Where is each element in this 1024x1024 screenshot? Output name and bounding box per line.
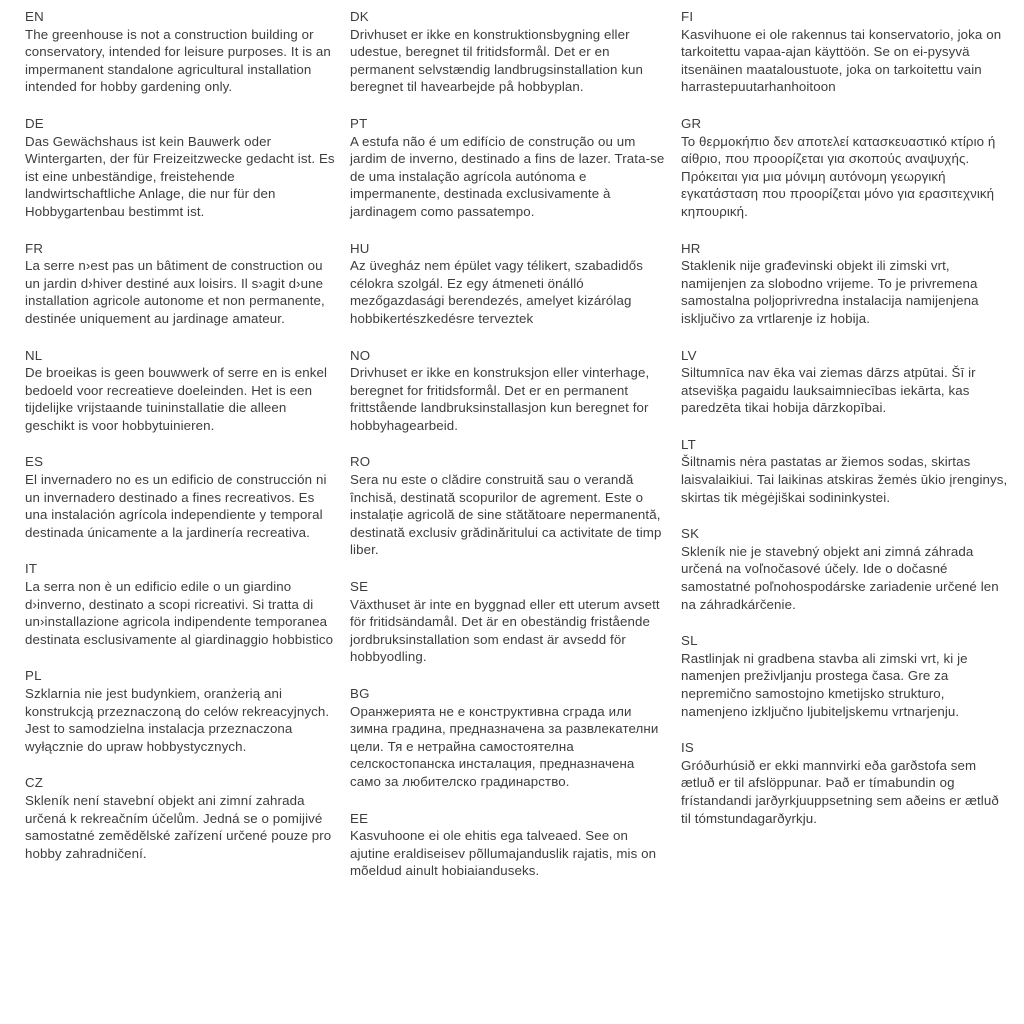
- text-column: [681, 8, 1011, 899]
- language-code: PL: [25, 668, 42, 684]
- language-block: [25, 240, 337, 328]
- language-text: Das Gewächshaus ist kein Bauwerk oder Wintergarten, der für Freizeitzwecke gedacht ist. Es ist eine unbeständige, freistehende landwirtschaftliche Anlage, die nur für den Hobbygartenbau bestimmt ist.: [25, 133, 335, 219]
- text-column: [25, 8, 337, 899]
- language-text: Το θερμοκήπιο δεν αποτελεί κατασκευαστικό κτίριο ή αίθριο, που προορίζεται για σκοπούς αναψυχής. Πρόκειται για μια μόνιμη αυτόνομη γεωργική εγκατάσταση που προορίζεται μόνο για ερασιτεχνική κηπουρική.: [681, 133, 996, 219]
- language-block: [350, 347, 668, 435]
- language-block: [25, 774, 337, 862]
- language-block: [681, 525, 1011, 613]
- language-code: IS: [681, 740, 694, 756]
- language-code: BG: [350, 686, 370, 701]
- language-block: [681, 347, 1011, 417]
- language-block: [681, 739, 1011, 827]
- language-text: Drivhuset er ikke en konstruksjon eller vinterhage, beregnet for fritidsformål. Det er en permanent frittstående landbruksinstallasjon kun beregnet for hobbyhagearbeid.: [350, 365, 650, 433]
- language-text: El invernadero no es un edificio de construcción ni un invernadero destinado a fines recreativos. Es una instalación agrícola independiente y temporal destinada únicamente a la jardinería recreativa.: [25, 472, 327, 540]
- language-text: Gróðurhúsið er ekki mannvirki eða garðstofa sem ætluð er til afslöppunar. Það er tímabundin og frístandandi jarðyrkjuuppsetning sem aðeins er ætluð til tómstundagarðyrkju.: [681, 757, 999, 826]
- language-block: [25, 667, 337, 755]
- language-code: IT: [25, 561, 38, 577]
- language-block: [681, 240, 1011, 328]
- language-text: Skleník není stavební objekt ani zimní zahrada určená k rekreačním účelům. Jedná se o pomijivé samostatné zemědělské zařízení určené pouze pro hobby zahradničení.: [25, 792, 332, 861]
- language-block: [25, 453, 337, 541]
- language-text: Skleník nie je stavebný objekt ani zimná záhrada určená na voľnočasové účely. Ide o dočasné samostatné poľnohospodárske zariadenie určené len na záhradkárčenie.: [681, 543, 999, 612]
- language-block: [350, 8, 668, 96]
- language-text: Szklarnia nie jest budynkiem, oranżerią ani konstrukcją przeznaczoną do celów rekreacyjnych. Jest to samodzielna instalacja przeznaczona wyłącznie do upraw hobbystycznych.: [25, 686, 330, 754]
- language-block: [681, 8, 1011, 96]
- language-code: HU: [350, 240, 370, 256]
- language-code: DK: [350, 9, 369, 24]
- language-code: NO: [350, 347, 371, 363]
- language-text: Kasvuhoone ei ole ehitis ega talveaed. See on ajutine eraldiseisev põllumajanduslik rajatis, mis on mõeldud ainult hobiaianduseks.: [350, 828, 657, 879]
- language-block: [350, 115, 668, 221]
- language-code: RO: [350, 454, 371, 470]
- language-text: La serra non è un edificio edile o un giardino d›inverno, destinato a scopi ricreativi. Si tratta di un›installazione agricola indipendente temporanea destinata esclusivamente al giardinaggio hobbistico: [25, 579, 334, 647]
- language-code: SE: [350, 579, 369, 595]
- language-code: DE: [25, 115, 44, 131]
- language-code: PT: [350, 115, 368, 131]
- language-block: [681, 632, 1011, 720]
- language-code: HR: [681, 240, 701, 256]
- language-block: [25, 8, 337, 96]
- language-text: The greenhouse is not a construction building or conservatory, intended for leisure purposes. It is an impermanent standalone agricultural installation intended for hobby gardening only.: [25, 26, 331, 95]
- language-block: [681, 436, 1011, 506]
- language-text: Staklenik nije građevinski objekt ili zimski vrt, namijenjen za slobodno vrijeme. To je privremena samostalna poljoprivredna instalacija namijenjena isključivo za vrtlarenje iz hobija.: [681, 258, 979, 326]
- language-code: LV: [681, 347, 697, 363]
- language-text: Rastlinjak ni gradbena stavba ali zimski vrt, ki je namenjen preživljanju prostega časa. Gre za nepremično samostojno kmetijsko strukturo, namenjeno izključno ljubiteljskemu vrtnarjenju.: [681, 650, 968, 719]
- language-block: [350, 240, 668, 328]
- language-code: FI: [681, 9, 694, 24]
- language-code: ES: [25, 454, 44, 470]
- language-text: Kasvihuone ei ole rakennus tai konservatorio, joka on tarkoitettu vapaa-ajan käyttöön. Se on ei-pysyvä itsenäinen maataloustuote, joka on tarkoitettu vain harrastepuutarhanhoitoon: [681, 26, 1002, 95]
- language-block: [350, 578, 668, 666]
- language-text: Sera nu este o clădire construită sau o verandă închisă, destinată scopurilor de agrement. Este o instalație agricolă de sine stătătoare nepermanentă, destinată exclusiv grădinăritului ca activitate de timp liber.: [350, 472, 662, 558]
- language-text: A estufa não é um edifício de construção ou um jardim de inverno, destinado a fins de lazer. Trata-se de uma instalação agrícola autónoma e impermanente, destinada exclusivamente à jardinagem como passatempo.: [350, 133, 665, 219]
- language-block: [25, 347, 337, 435]
- language-code: EE: [350, 810, 369, 826]
- language-code: LT: [681, 436, 696, 452]
- language-text: Drivhuset er ikke en konstruktionsbygning eller udestue, beregnet til fritidsformål. Det er en permanent selvstændig landbrugsinstallation kun beregnet til havearbejde på hobbyplan.: [350, 26, 643, 95]
- language-block: [681, 115, 1011, 221]
- language-block: [25, 115, 337, 221]
- language-code: SK: [681, 526, 700, 542]
- language-text: La serre n›est pas un bâtiment de construction ou un jardin d›hiver destiné aux loisirs. Il s›agit d›une installation agricole autonome et non permanente, destinée uniquement au jardinage amateur.: [25, 258, 325, 326]
- language-code: NL: [25, 347, 43, 363]
- language-text: Оранжерията не е конструктивна сграда или зимна градина, предназначена за развлекателни цели. Тя е нетрайна самостоятелна селскостопанска инсталация, предназначена само за любителско градинарство.: [350, 703, 659, 789]
- language-text: Az üvegház nem épület vagy télikert, szabadidős célokra szolgál. Ez egy átmeneti önálló mezőgazdasági berendezés, amelyet kizárólag hobbikertészkedésre terveztek: [350, 258, 643, 326]
- language-code: CZ: [25, 775, 44, 791]
- language-block: [350, 453, 668, 559]
- language-text: De broeikas is geen bouwwerk of serre en is enkel bedoeld voor recreatieve doeleinden. Het is een tijdelijke vrijstaande tuininstallatie die alleen geschikt is voor hobbytuinieren.: [25, 365, 328, 433]
- language-code: SL: [681, 633, 698, 649]
- language-block: [350, 685, 668, 791]
- language-text: Växthuset är inte en byggnad eller ett uterum avsett för fritidsändamål. Det är en obeständig fristående jordbruksinstallation som endast är avsedd för hobbyodling.: [350, 596, 660, 665]
- language-code: FR: [25, 240, 44, 256]
- language-text: Šiltnamis nėra pastatas ar žiemos sodas, skirtas laisvalaikiui. Tai laikinas atskiras žemės ūkio įrenginys, skirtas tik mėgėjiškai sodininkystei.: [681, 454, 1008, 505]
- language-block: [25, 560, 337, 648]
- language-text: Siltumnīca nav ēka vai ziemas dārzs atpūtai. Šī ir atsevišķa pagaidu lauksaimniecības iekārta, kas paredzēta tikai hobija dārzkopībai.: [681, 365, 976, 416]
- language-code: EN: [25, 9, 44, 24]
- language-code: GR: [681, 115, 702, 131]
- text-column: [350, 8, 668, 899]
- language-block: [350, 810, 668, 880]
